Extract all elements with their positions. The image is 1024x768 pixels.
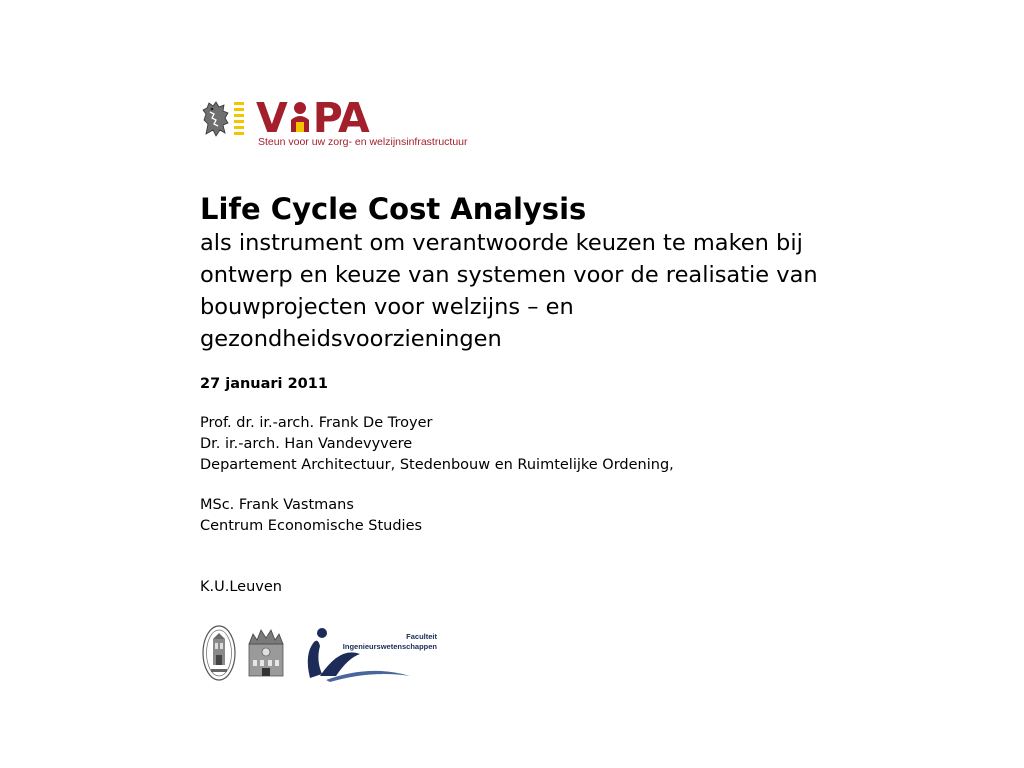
department-line: Departement Architectuur, Stedenbouw en Ruimtelijke Ordening, <box>200 457 674 473</box>
footer-logos <box>200 622 445 684</box>
subtitle-line: gezondheidsvoorzieningen <box>200 326 502 352</box>
vipa-wordmark-right: PA <box>312 94 369 142</box>
vipa-tagline: Steun voor uw zorg- en welzijnsinfrastructuur <box>258 136 468 148</box>
vipa-i-figure-icon <box>287 96 313 140</box>
faculty-label-line2: Ingenieurswetenschappen <box>342 642 437 651</box>
university-name: K.U.Leuven <box>200 579 282 595</box>
authors-group-2 <box>200 495 422 537</box>
department-line: Centrum Economische Studies <box>200 518 423 534</box>
yellow-bars-icon <box>234 102 244 136</box>
flemish-lion-icon <box>200 100 232 138</box>
author-line: Dr. ir.-arch. Han Vandevyvere <box>200 436 413 452</box>
vipa-logo <box>200 96 470 152</box>
subtitle-line: ontwerp en keuze van systemen voor de realisatie van <box>200 262 818 288</box>
presentation-date: 27 januari 2011 <box>200 376 328 392</box>
slide-subtitle <box>200 227 930 355</box>
faculty-label <box>340 632 437 652</box>
author-line: MSc. Frank Vastmans <box>200 497 354 513</box>
faculty-label-line1: Faculteit <box>406 632 437 641</box>
author-line: Prof. dr. ir.-arch. Frank De Troyer <box>200 415 433 431</box>
subtitle-line: bouwprojecten voor welzijns – en <box>200 294 574 320</box>
authors-group-1 <box>200 413 674 476</box>
vipa-wordmark-left: V <box>256 94 287 142</box>
slide-title: Life Cycle Cost Analysis <box>200 192 587 226</box>
vipa-wordmark <box>256 96 369 140</box>
faculty-building-icon <box>245 626 287 680</box>
university-seal-icon <box>202 625 236 681</box>
subtitle-line: als instrument om verantwoorde keuzen te maken bij <box>200 230 803 256</box>
